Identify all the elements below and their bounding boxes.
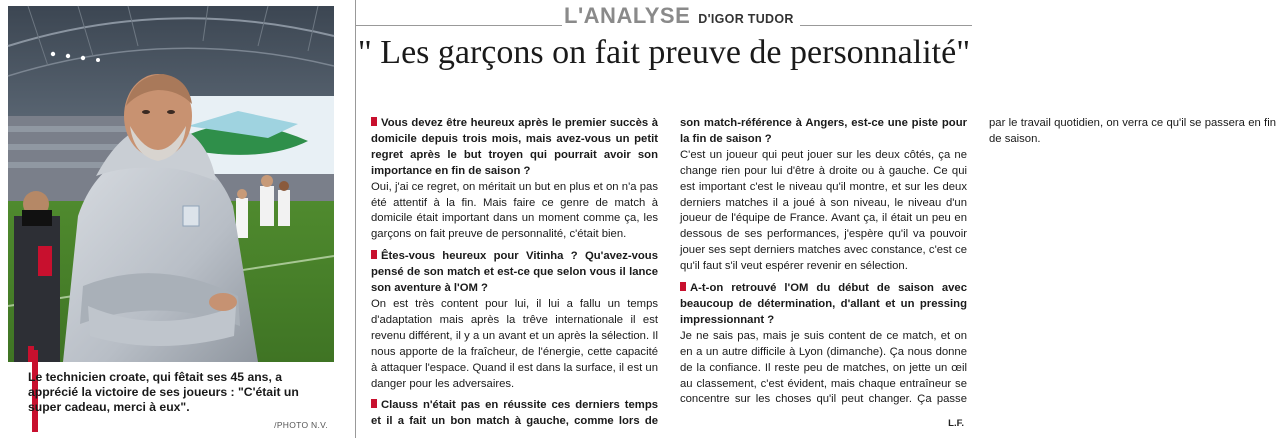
- interview-article: [355, 0, 1276, 438]
- coach-photo: [8, 6, 334, 362]
- answer: C'est un joueur qui peut jouer sur les deux côtés, ça ne change rien pour lui d'être à droite ou à gauche. Ce qui est important c'est le niveau qu'il montre, et sur les deux derniers matches il a joué à son niveau, le niveau d'un joueur de l'équipe de France. Avant ça, il était un peu en dessous de ses performances, j'espère qu'il va pouvoir jouer ses sept derniers matches avec constance, c'est ce qu'il faut s'il veut espérer revenir en sélection.: [680, 148, 967, 273]
- article-body: [371, 116, 1276, 434]
- question: Clauss n'était pas en réussite ces derniers temps et il a fait un bon match à gauche, comme lors de son match-référence à Angers, est-ce une piste pour la fin de saison ?: [371, 117, 967, 428]
- question-marker: [371, 399, 377, 408]
- rubric: [562, 3, 800, 27]
- answer: On est très content pour lui, il lui a fallu un temps d'adaptation mais après la trêve internationale il est revenu différent, il y a un avant et un après la sélection. Il nous apporte de la fraîcheur, de l'énergie, cette capacité à attaquer l'espace. Quand il est dans la surface, il est un danger pour les adversaires.: [371, 297, 658, 390]
- question: Vous devez être heureux après le premier succès à domicile depuis trois mois, mais avez-vous un petit regret après le but troyen qui pourrait avoir son importance en fin de saison ?: [371, 117, 658, 177]
- answer: Je ne sais pas, mais je suis content de ce match, et on en a un autre difficile à Lyon (dimanche). Ça nous donne de la confiance. Il reste peu de matches, on jette un œil au classement, c'est évident, mais chaque entraîneur se concentre sur les choses qu'il peut changer. Ça passe par le travail quotidien, on verra ce qu'il se passera en fin de saison.: [680, 117, 1276, 406]
- photo-credit: /PHOTO N.V.: [274, 420, 328, 430]
- author-signature: L.F.: [948, 418, 964, 429]
- rubric-title: L'ANALYSE: [564, 3, 691, 28]
- rubric-author: D'IGOR TUDOR: [698, 12, 794, 26]
- answer: Oui, j'ai ce regret, on méritait un but en plus et on n'a pas été attentif à la fin. Mais faire ce genre de match à domicile était important dans un moment comme ça, les garçons on fait preuve de personnalité, c'était bien.: [371, 180, 658, 241]
- question: Êtes-vous heureux pour Vitinha ? Qu'avez-vous pensé de son match et est-ce que selon vous il lance son aventure à l'OM ?: [371, 250, 658, 295]
- photo-block: [8, 6, 336, 434]
- photo-caption: Le technicien croate, qui fêtait ses 45 ans, a apprécié la victoire de ses joueurs : "C'était un super cadeau, merci à eux".: [28, 370, 299, 414]
- qa-block: [371, 249, 658, 392]
- article-headline: " Les garçons on fait preuve de personnalité": [357, 34, 971, 71]
- question-marker: [680, 282, 686, 291]
- question: A-t-on retrouvé l'OM du début de saison avec beaucoup de détermination, d'allant et un pressing impressionnant ?: [680, 282, 967, 326]
- question-marker: [371, 117, 377, 126]
- qa-block: [371, 116, 658, 243]
- question-marker: [371, 250, 377, 259]
